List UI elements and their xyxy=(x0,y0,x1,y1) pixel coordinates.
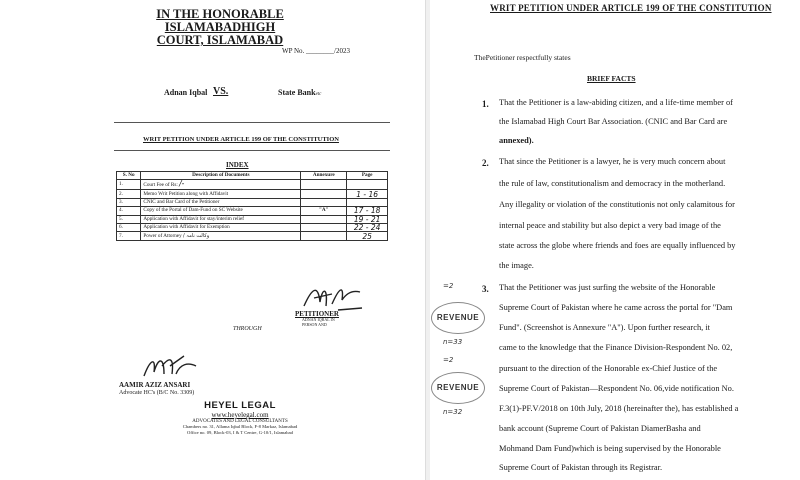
paragraph-line: Supreme Court of Pakistan where he came across the portal for "Dam xyxy=(499,303,733,312)
stamp-note: =2 xyxy=(443,356,454,364)
table-row xyxy=(117,190,388,198)
firm-name: HEYEL LEGAL xyxy=(204,400,276,411)
firm-website: www.heyelegal.com xyxy=(211,411,269,419)
row-number: 6. xyxy=(117,223,141,231)
firm-address-line: Office no. 09, Block-03, I & T Centre, G-10/1, Islamabad xyxy=(187,429,293,435)
court-title-line-1: IN THE HONORABLE ISLAMABADHIGH xyxy=(156,7,284,34)
table-row xyxy=(117,207,388,215)
petition-title: WRIT PETITION UNDER ARTICLE 199 OF THE CONSTITUTION xyxy=(490,3,772,13)
paragraph-line: internal peace and stability but also depict a very bad image of the xyxy=(499,221,721,230)
writ-title: WRIT PETITION UNDER ARTICLE 199 OF THE CONSTITUTION xyxy=(143,136,339,143)
row-description: CNIC and Bar Card of the Petitioner xyxy=(141,198,301,206)
counsel-title: Advocate HC's (B/C No. 3309) xyxy=(119,390,195,396)
urdu-note: / وکالت نامہ xyxy=(183,232,210,239)
brief-facts-heading: BRIEF FACTS xyxy=(587,74,636,83)
row-number: 4. xyxy=(117,207,141,215)
versus-label: VS. xyxy=(213,86,229,97)
paragraph-line: annexed). xyxy=(499,136,534,145)
index-table xyxy=(116,171,388,241)
row-number: 3. xyxy=(117,198,141,206)
divider-line xyxy=(114,150,390,151)
index-header-row xyxy=(117,172,388,180)
paragraph-line: That the Petitioner is a law-abiding citizen, and a life-time member of xyxy=(499,98,733,107)
header-sno: S. No xyxy=(117,172,141,180)
index-heading: INDEX xyxy=(226,161,249,169)
row-page: 19 - 21 xyxy=(347,215,388,223)
paragraph-line: F.3(1)-PF.V/2018 on 10th July, 2018 (hereinafter the), has established a xyxy=(499,404,739,413)
counsel-name: AAMIR AZIZ ANSARI xyxy=(119,381,191,389)
row-annexure xyxy=(301,215,347,223)
row-number: 2. xyxy=(117,190,141,198)
petitioner-party: Adnan Iqbal xyxy=(164,88,208,97)
stamp-note: n=33 xyxy=(443,338,463,346)
row-annexure xyxy=(301,232,347,240)
paragraph-line: That since the Petitioner is a lawyer, he is very much concern about xyxy=(499,157,726,166)
row-number: 1. xyxy=(117,180,141,190)
petitioner-sub-line: ADNAN IQBAL IN xyxy=(302,317,335,322)
row-page: 25 xyxy=(347,232,388,240)
stamp-note: n=32 xyxy=(443,408,463,416)
petitioner-label: PETITIONER xyxy=(295,310,339,318)
intro-line: ThePetitioner respectfully states xyxy=(474,53,571,62)
respondent-party xyxy=(278,88,321,97)
paragraph-number: 2. xyxy=(482,158,489,168)
row-description-text: Court Fee of Rs: xyxy=(143,182,178,189)
wp-number: WP No. ________/2023 xyxy=(282,47,350,55)
paragraph-line: Fund". (Screenshot is Annexure "A"). Upon further research, it xyxy=(499,323,710,332)
row-annexure xyxy=(301,223,347,231)
row-description: Application with Affidavit for Exemption xyxy=(141,223,301,231)
paragraph-line: Supreme Court of Pakistan—Respondent No. 06,vide notification No. xyxy=(499,384,734,393)
paragraph-line: Any illegality or violation of the constitutionis not only calamitous for xyxy=(499,200,735,209)
paragraph-number: 3. xyxy=(482,284,489,294)
paragraph-line: pursuant to the direction of the Honorable ex-Chief Justice of the xyxy=(499,364,718,373)
row-annexure xyxy=(301,198,347,206)
paragraph-line: state across the globe where friends and foes are equally influenced by xyxy=(499,241,736,250)
respondent-name: State Bank xyxy=(278,88,316,97)
table-row xyxy=(117,215,388,223)
petitioner-sub-line: PERSON AND xyxy=(302,321,327,327)
row-description: Copy of the Portal of Dam-Fund on SC Website xyxy=(141,207,301,215)
firm-tagline: ADVOCATES AND LEGAL CONSULTANTS xyxy=(192,419,288,424)
paragraph-number: 1. xyxy=(482,99,489,109)
row-page: 17 - 18 xyxy=(347,207,388,215)
table-row xyxy=(117,232,388,240)
row-number: 5. xyxy=(117,215,141,223)
firm-block xyxy=(182,400,298,435)
table-row xyxy=(117,198,388,206)
paragraph-line: bank account (Supreme Court of Pakistan DiamerBasha and xyxy=(499,424,701,433)
paragraph-line: Supreme Court of Pakistan through its Registrar. xyxy=(499,463,663,472)
respondent-suffix: etc xyxy=(315,92,322,97)
header-page: Page xyxy=(347,172,388,180)
row-description xyxy=(141,232,301,240)
row-annexure: "A" xyxy=(301,207,347,215)
row-annexure xyxy=(301,180,347,190)
paragraph-line: the rule of law, constitutionalism and democracy in the motherland. xyxy=(499,179,726,188)
row-description: Application with Affidavit for stay/interim relief xyxy=(141,215,301,223)
row-page xyxy=(347,180,388,190)
revenue-stamp: REVENUE xyxy=(431,302,485,334)
divider-line xyxy=(114,122,390,123)
paragraph-line: the image. xyxy=(499,261,534,270)
court-title xyxy=(120,8,320,47)
firm-address-line: Chambers no. 31, Allama Iqbal Block, F-8 Markaz, Islamabad xyxy=(182,424,298,429)
petitioner-sub xyxy=(302,318,335,327)
paragraph-line: came to the knowledge that the Finance Division-Respondent No. 02, xyxy=(499,343,733,352)
paragraph-line: the Islamabad High Court Bar Association. (CNIC and Bar Card are xyxy=(499,117,728,126)
row-page: 1 - 16 xyxy=(347,190,388,198)
table-row xyxy=(117,180,388,190)
header-description: Description of Documents xyxy=(141,172,301,180)
petition-page xyxy=(430,0,800,480)
row-description: Memo Writ Petition along with Affidavit xyxy=(141,190,301,198)
counsel-signature xyxy=(140,352,200,382)
row-page: 22 - 24 xyxy=(347,223,388,231)
handwritten-note: /- xyxy=(179,179,185,189)
row-number: 7. xyxy=(117,232,141,240)
row-description-text: Power of Attorney xyxy=(143,232,182,239)
revenue-stamp: REVENUE xyxy=(431,372,485,404)
paragraph-line: Mohmand Dam Fund)which is being supervised by the Honorable xyxy=(499,444,721,453)
header-annexure: Annexure xyxy=(301,172,347,180)
paragraph-line: That the Petitioner was just surfing the website of the Honorable xyxy=(499,283,716,292)
stamp-note: =2 xyxy=(443,282,454,290)
court-title-line-2: COURT, ISLAMABAD xyxy=(156,33,284,47)
row-annexure xyxy=(301,190,347,198)
through-label: THROUGH xyxy=(233,326,262,332)
table-row xyxy=(117,223,388,231)
petitioner-signature xyxy=(298,280,366,314)
row-description xyxy=(141,180,301,190)
